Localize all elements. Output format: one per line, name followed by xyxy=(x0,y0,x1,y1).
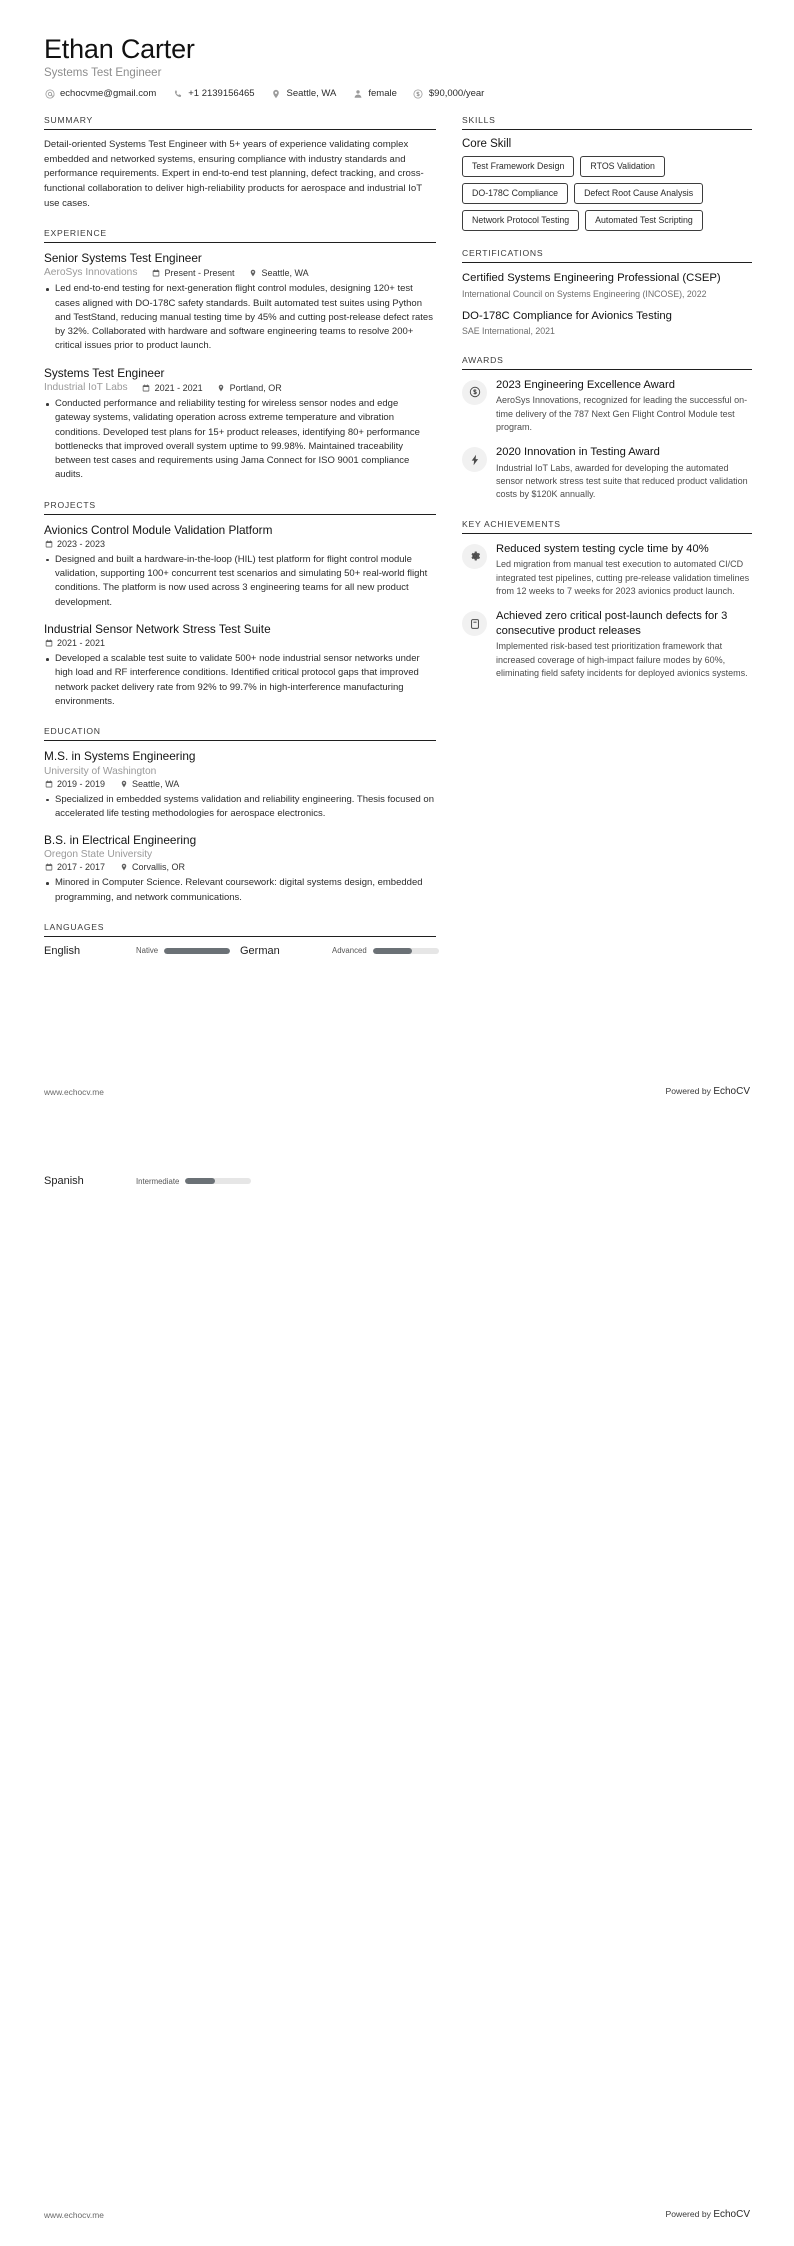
experience-dates xyxy=(142,383,203,393)
location-icon xyxy=(217,383,226,392)
contact-location-text: Seattle, WA xyxy=(286,88,337,100)
section-title-experience: EXPERIENCE xyxy=(44,228,436,243)
education-dates-text: 2019 - 2019 xyxy=(57,778,106,789)
experience-role: Senior Systems Test Engineer xyxy=(44,251,202,266)
education-dates-text: 2017 - 2017 xyxy=(57,862,106,873)
skill-chip: Defect Root Cause Analysis xyxy=(574,183,703,204)
experience-company: Industrial IoT Labs xyxy=(44,382,128,394)
footer-brand-name: EchoCV xyxy=(713,1086,750,1097)
location-icon xyxy=(119,779,128,788)
left-column-page2 xyxy=(44,1175,436,1187)
footer-brand xyxy=(666,1086,750,1097)
project-name: Avionics Control Module Validation Platform xyxy=(44,522,273,537)
section-education xyxy=(44,726,436,905)
resume-header xyxy=(44,34,750,99)
calendar-icon xyxy=(44,863,53,872)
page-footer xyxy=(44,2209,750,2220)
contact-email-text: echocvme@gmail.com xyxy=(60,88,157,100)
languages-grid-continued xyxy=(44,1175,436,1187)
section-title-awards: AWARDS xyxy=(462,355,752,370)
location-icon xyxy=(248,268,257,277)
contact-phone[interactable] xyxy=(172,88,254,99)
certification-name: DO-178C Compliance for Avionics Testing xyxy=(462,309,672,322)
certification-item xyxy=(462,309,752,338)
language-name: English xyxy=(44,944,81,957)
section-skills xyxy=(462,115,752,231)
footer-powered-prefix: Powered by xyxy=(665,1086,714,1096)
language-item xyxy=(240,945,436,957)
award-item xyxy=(462,445,752,502)
award-title: 2023 Engineering Excellence Award xyxy=(496,378,675,391)
bullet: Specialized in embedded systems validation and reliability engineering. Thesis focused on accelerated life testing methodologies for aerospace electronics. xyxy=(44,793,436,822)
award-description: Industrial IoT Labs, awarded for developing the automated sensor network stress test suite that reduced product validation costs by $120K annually. xyxy=(496,462,748,500)
skill-group-name: Core Skill xyxy=(462,138,512,151)
contact-gender xyxy=(352,88,397,99)
bullet: Conducted performance and reliability testing for wireless sensor nodes and edge gateway systems, validating operation across extreme temperature and vibration conditions. Developed test plans for 15+ product releases, identifying 80+ performance bottlenecks that improved overall system uptime to 99.98%. Maintained traceability between test cases and requirements using Jama Connect for ISO 9001 compliance audits. xyxy=(44,397,436,483)
calendar-icon xyxy=(44,539,53,548)
language-bar xyxy=(164,948,230,954)
section-projects xyxy=(44,500,436,710)
skill-chip: DO-178C Compliance xyxy=(462,183,568,204)
education-location xyxy=(119,779,179,789)
experience-item xyxy=(44,251,436,354)
resume-columns-page2 xyxy=(44,1175,750,1187)
person-icon xyxy=(352,88,363,99)
education-degree: M.S. in Systems Engineering xyxy=(44,749,196,764)
project-bullets xyxy=(44,652,436,709)
language-level: Advanced xyxy=(332,946,367,956)
project-meta xyxy=(44,539,436,549)
experience-dates xyxy=(151,268,234,278)
left-column xyxy=(44,115,436,974)
achievement-title: Reduced system testing cycle time by 40% xyxy=(496,542,709,555)
achievement-description: Led migration from manual test execution to automated CI/CD integrated test pipelines, cutting pre-release validation timelines from 12 weeks to 7 weeks for 2023 avionics product launch. xyxy=(496,559,750,596)
project-dates xyxy=(44,638,105,648)
section-title-skills: SKILLS xyxy=(462,115,752,130)
award-description: AeroSys Innovations, recognized for leading the successful on-time delivery of the 787 Next Gen Flight Control Module test program. xyxy=(496,395,748,432)
experience-dates-text: Present - Present xyxy=(164,267,235,278)
project-dates xyxy=(44,539,105,549)
project-bullets xyxy=(44,553,436,610)
project-dates-text: 2021 - 2021 xyxy=(57,638,106,649)
summary-text: Detail-oriented Systems Test Engineer with 5+ years of experience validating complex embedded and networked systems, ensuring compliance with industry standards and performance requirements. Expert in end-to-end test planning, defect tracking, and cross-functional collaboration to deliver high-reliability products for aerospace and industrial IoT use cases. xyxy=(44,139,424,209)
candidate-name: Ethan Carter xyxy=(44,34,195,64)
education-school: Oregon State University xyxy=(44,849,153,861)
skill-chip: Network Protocol Testing xyxy=(462,210,579,231)
experience-bullets xyxy=(44,397,436,483)
achievement-body xyxy=(496,609,752,680)
achievement-item xyxy=(462,542,752,599)
education-location-text: Seattle, WA xyxy=(132,778,180,789)
section-awards xyxy=(462,355,752,502)
experience-location-text: Portland, OR xyxy=(229,382,282,393)
section-title-certifications: CERTIFICATIONS xyxy=(462,248,752,263)
education-item xyxy=(44,833,436,905)
footer-url[interactable]: www.echocv.me xyxy=(44,2209,104,2220)
resume-page-2 xyxy=(0,1123,794,2246)
salary-icon xyxy=(413,88,424,99)
contact-row xyxy=(44,88,750,99)
resume-columns xyxy=(44,115,750,974)
section-title-languages: LANGUAGES xyxy=(44,922,436,937)
project-item xyxy=(44,622,436,709)
education-location xyxy=(119,862,185,872)
language-name: German xyxy=(240,944,280,957)
language-bar xyxy=(373,948,439,954)
bullet: Led end-to-end testing for next-generation flight control modules, designing 120+ test cases aligned with DO-178C safety standards. Built automated test suites using Python and TestStand, reducing manual testing time by 45% and cutting post-release defect rates by 32%. Collaborated with hardware and software engineering teams to resolve 200+ critical issues prior to product launch. xyxy=(44,282,436,353)
contact-phone-text: +1 2139156465 xyxy=(188,88,255,100)
experience-meta xyxy=(44,382,436,393)
contact-email[interactable] xyxy=(44,88,156,99)
footer-url[interactable]: www.echocv.me xyxy=(44,1086,104,1097)
section-title-projects: PROJECTS xyxy=(44,500,436,515)
project-name: Industrial Sensor Network Stress Test Suite xyxy=(44,621,271,636)
bullet: Minored in Computer Science. Relevant coursework: digital systems design, embedded programming, and network communications. xyxy=(44,876,436,905)
contact-gender-text: female xyxy=(368,88,397,100)
language-level: Intermediate xyxy=(136,1176,180,1186)
gear-icon xyxy=(462,544,487,569)
bullet: Designed and built a hardware-in-the-loop (HIL) test platform for flight control module validation, supporting 100+ concurrent test scenarios and simulating 50+ real-world flight conditions. The platform is now used across 3 engineering teams for all new product development. xyxy=(44,553,436,610)
project-item xyxy=(44,523,436,610)
section-summary xyxy=(44,115,436,211)
language-item xyxy=(44,945,240,957)
education-school: University of Washington xyxy=(44,765,157,777)
candidate-role: Systems Test Engineer xyxy=(44,67,162,80)
award-title: 2020 Innovation in Testing Award xyxy=(496,446,660,459)
language-name: Spanish xyxy=(44,1175,84,1187)
experience-item xyxy=(44,366,436,483)
shield-icon xyxy=(462,611,487,636)
right-column xyxy=(462,115,752,697)
skill-chip-list xyxy=(462,156,752,231)
contact-salary xyxy=(413,88,484,99)
language-bar xyxy=(185,1178,251,1184)
contact-location xyxy=(271,88,337,99)
education-degree: B.S. in Electrical Engineering xyxy=(44,833,197,848)
education-bullets xyxy=(44,876,436,905)
skill-chip: RTOS Validation xyxy=(580,156,665,177)
achievement-title: Achieved zero critical post-launch defects for 3 consecutive product releases xyxy=(496,610,728,637)
calendar-icon xyxy=(142,383,151,392)
page-2-content xyxy=(44,1157,750,1187)
section-title-summary: SUMMARY xyxy=(44,115,436,130)
achievement-description: Implemented risk-based test prioritization framework that increased coverage of high-impact failure modes by 60%, eliminating field safety incidents for deployed avionics systems. xyxy=(496,641,748,678)
section-title-key-achievements: KEY ACHIEVEMENTS xyxy=(462,519,752,534)
certification-issuer: SAE International, 2021 xyxy=(462,326,555,337)
phone-icon xyxy=(172,88,183,99)
education-location-text: Corvallis, OR xyxy=(132,862,186,873)
experience-bullets xyxy=(44,282,436,353)
experience-meta xyxy=(44,267,436,278)
skill-chip: Automated Test Scripting xyxy=(585,210,703,231)
section-certifications xyxy=(462,248,752,338)
section-key-achievements xyxy=(462,519,752,681)
project-dates-text: 2023 - 2023 xyxy=(57,538,106,549)
experience-role: Systems Test Engineer xyxy=(44,365,165,380)
languages-grid xyxy=(44,945,436,957)
education-item xyxy=(44,749,436,821)
location-icon xyxy=(119,863,128,872)
location-icon xyxy=(271,88,282,99)
education-bullets xyxy=(44,793,436,822)
certification-name: Certified Systems Engineering Professional (CSEP) xyxy=(462,272,721,285)
email-icon xyxy=(44,88,55,99)
education-dates xyxy=(44,779,105,789)
section-experience xyxy=(44,228,436,482)
medal-icon xyxy=(462,380,487,405)
experience-location-text: Seattle, WA xyxy=(261,267,309,278)
calendar-icon xyxy=(44,779,53,788)
education-meta xyxy=(44,779,436,789)
certification-item xyxy=(462,271,752,300)
experience-dates-text: 2021 - 2021 xyxy=(154,382,203,393)
calendar-icon xyxy=(151,268,160,277)
page-footer xyxy=(44,1086,750,1097)
bolt-icon xyxy=(462,447,487,472)
calendar-icon xyxy=(44,639,53,648)
project-meta xyxy=(44,638,436,648)
certification-issuer: International Council on Systems Engineering (INCOSE), 2022 xyxy=(462,288,707,299)
award-item xyxy=(462,378,752,435)
experience-company: AeroSys Innovations xyxy=(44,267,138,279)
achievement-body xyxy=(496,542,752,599)
footer-brand-name: EchoCV xyxy=(713,2209,750,2220)
contact-salary-text: $90,000/year xyxy=(428,88,485,100)
footer-brand xyxy=(666,2209,750,2220)
language-item xyxy=(44,1175,240,1187)
experience-location xyxy=(217,383,282,393)
experience-location xyxy=(248,268,308,278)
education-dates xyxy=(44,862,105,872)
award-body xyxy=(496,378,752,435)
language-level: Native xyxy=(136,946,159,956)
section-languages xyxy=(44,922,436,957)
bullet: Developed a scalable test suite to validate 500+ node industrial sensor networks under high load and RF interference conditions. Identified critical protocol gaps that improved network packet delivery rate from 92% to 99.7% in high-interference manufacturing environments. xyxy=(44,652,436,709)
section-title-education: EDUCATION xyxy=(44,726,436,741)
achievement-item xyxy=(462,609,752,680)
education-meta xyxy=(44,862,436,872)
footer-powered-prefix: Powered by xyxy=(665,2209,714,2219)
skill-chip: Test Framework Design xyxy=(462,156,574,177)
award-body xyxy=(496,445,752,502)
